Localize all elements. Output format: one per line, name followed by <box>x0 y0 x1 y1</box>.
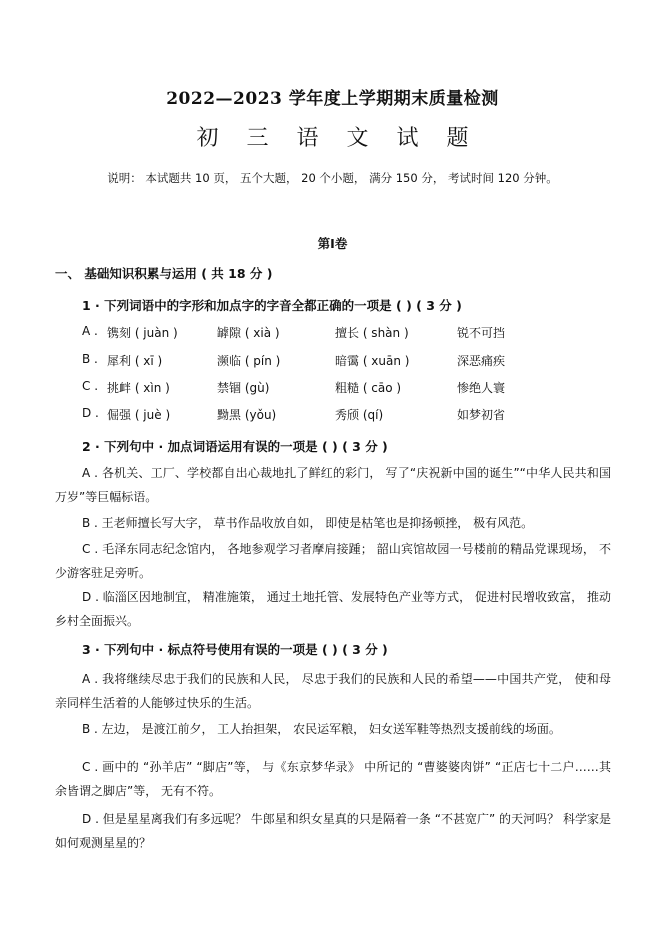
question-2-option-c: C . 毛泽东同志纪念馆内， 各地参观学习者摩肩接踵； 韶山宾馆故园一号楼前的精品党课现场， 不少游客驻足旁听。 <box>55 542 611 580</box>
part-label: 第Ⅰ卷 <box>317 236 348 251</box>
option-word: 暗霭 ( xuān ) <box>335 354 410 368</box>
question-3-option-c: C . 画中的 “孙羊店” “脚店”等， 与《东京梦华录》 中所记的 “曹婆婆肉饼” “正店七十二户……其余皆谓之脚店”等， 无有不符。 <box>55 760 611 798</box>
option-word: 罅隙 ( xià ) <box>217 326 280 340</box>
option-word: 锐不可挡 <box>457 326 506 340</box>
option-letter: B . <box>82 352 98 366</box>
option-word: 镌刻 ( juàn ) <box>107 326 178 340</box>
option-word: 犀利 ( xī ) <box>107 354 163 368</box>
question-2-option-a: A . 各机关、工厂、学校都自出心裁地扎了鲜红的彩门， 写了“庆祝新中国的诞生”“中华人民共和国万岁”等巨幅标语。 <box>55 466 611 504</box>
option-word: 粗糙 ( cāo ) <box>335 381 402 395</box>
option-letter: C . <box>82 379 99 393</box>
question-1-stem: 1 · 下列词语中的字形和加点字的字音全都正确的一项是 ( ) ( 3 分 ) <box>82 298 462 313</box>
option-word: 倔强 ( juè ) <box>107 408 171 422</box>
exam-subtitle: 初三语文试题 <box>196 126 497 151</box>
option-letter: A . <box>82 324 98 338</box>
option-word: 惨绝人寰 <box>457 381 506 395</box>
question-2-option-b: B . 王老师擅长写大字， 草书作品收放自如， 即使是枯笔也是抑扬顿挫， 极有风范。 <box>82 516 534 530</box>
question-3-stem: 3 · 下列句中 · 标点符号使用有误的一项是 ( ) ( 3 分 ) <box>82 642 388 657</box>
exam-title: 2022—2023 学年度上学期期末质量检测 <box>166 89 499 109</box>
option-letter: D . <box>82 406 99 420</box>
option-word: 挑衅 ( xìn ) <box>107 381 170 395</box>
question-3-option-a: A . 我将继续尽忠于我们的民族和人民， 尽忠于我们的民族和人民的希望——中国共产党， 使和母亲同样生活着的人能够过快乐的生活。 <box>55 672 611 710</box>
section-heading: 一、 基础知识积累与运用 ( 共 18 分 ) <box>55 266 273 281</box>
option-word: 禁锢 (gù) <box>217 381 270 395</box>
question-3-option-d: D . 但是星星离我们有多远呢？ 牛郎星和织女星真的只是隔着一条 “不甚宽广” 的天河吗？ 科学家是如何观测星星的？ <box>55 812 611 850</box>
option-word: 如梦初省 <box>457 408 506 422</box>
question-2-option-d: D . 临淄区因地制宜， 精准施策， 通过土地托管、发展特色产业等方式， 促进村民增收致富， 推动乡村全面振兴。 <box>55 590 611 628</box>
option-word: 濒临 ( pín ) <box>217 354 281 368</box>
option-word: 黝黑 (yǒu) <box>217 408 277 422</box>
option-word: 秀颀 (qí) <box>335 408 384 422</box>
question-3-option-b: B . 左边， 是渡江前夕， 工人抬担架， 农民运军粮， 妇女送军鞋等热烈支援前线的场面。 <box>82 722 561 736</box>
exam-instructions: 说明： 本试题共 10 页， 五个大题， 20 个小题， 满分 150 分， 考试时间 120 分钟。 <box>107 171 558 185</box>
option-word: 擅长 ( shàn ) <box>335 326 409 340</box>
question-2-stem: 2 · 下列句中 · 加点词语运用有误的一项是 ( ) ( 3 分 ) <box>82 439 388 454</box>
option-word: 深恶痛疾 <box>457 354 506 368</box>
